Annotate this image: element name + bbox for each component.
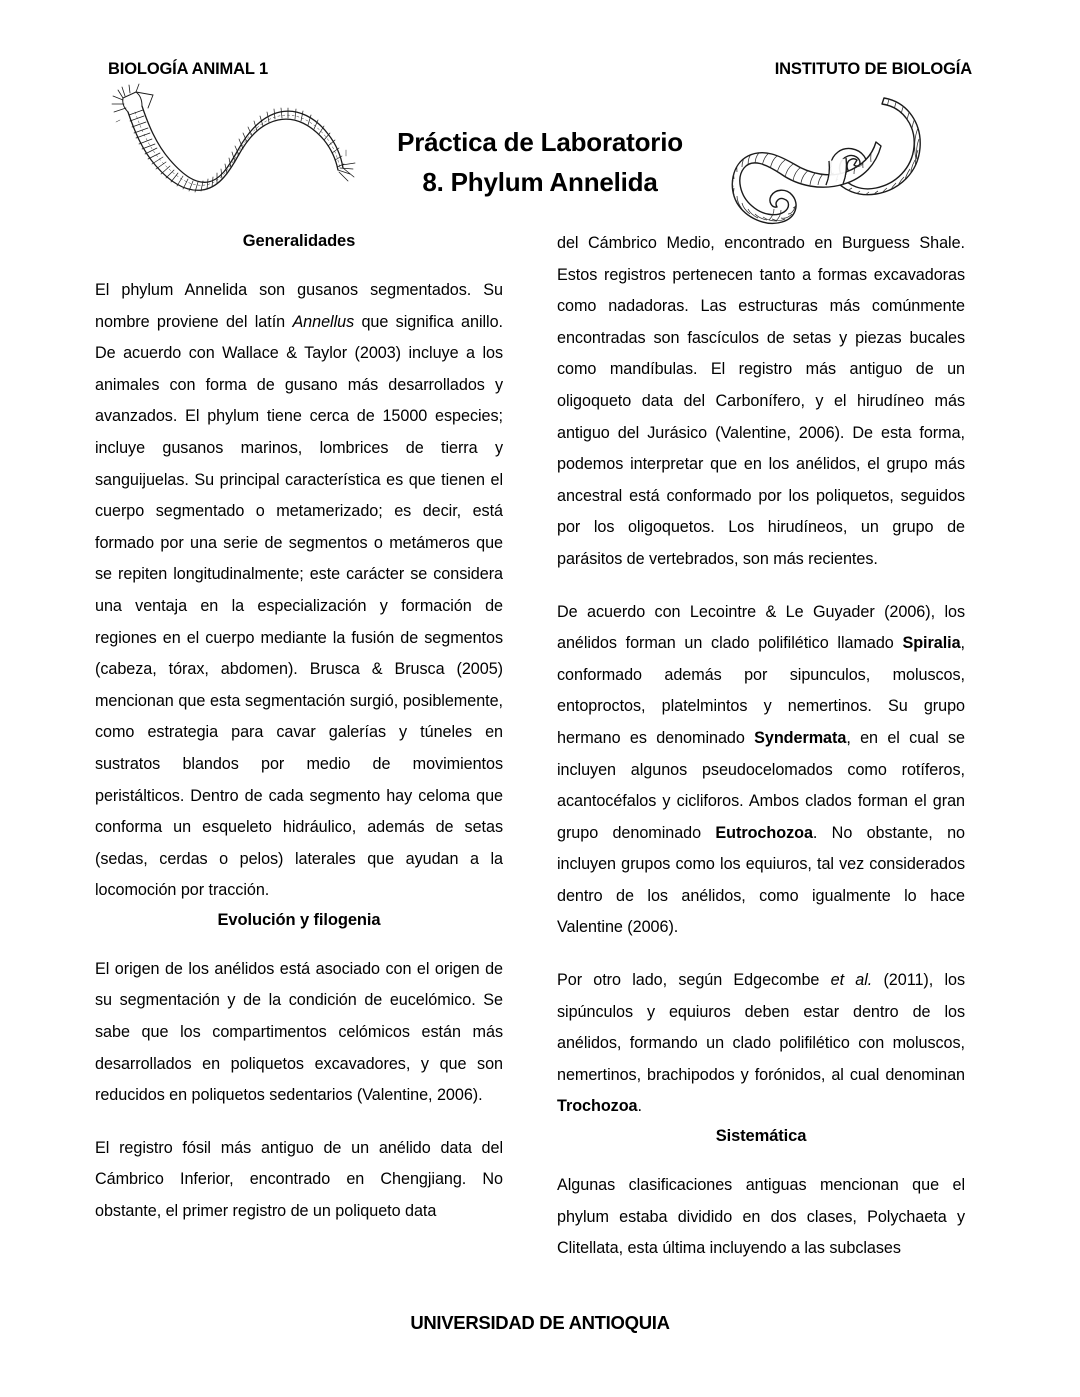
- paragraph-text-part: Por otro lado, según Edgecombe: [557, 971, 831, 990]
- latin-term-annellus: Annellus: [292, 312, 355, 331]
- clade-term-spiralia: Spiralia: [902, 634, 961, 653]
- section-heading-generalidades: Generalidades: [242, 232, 356, 250]
- two-column-body: [95, 228, 985, 1288]
- paragraph-text-part: . No obstante, no incluyen grupos como los equiuros, tal vez considerados dentro de los anélidos, como igualmente lo hace Valentine (2006).: [557, 823, 965, 937]
- citation-et-al: et al.: [830, 971, 873, 990]
- header-course-label: BIOLOGÍA ANIMAL 1: [108, 60, 269, 78]
- clade-term-eutrochozoa: Eutrochozoa: [715, 823, 813, 842]
- footer-university-label: UNIVERSIDAD DE ANTIOQUIA: [410, 1312, 670, 1333]
- paragraph-text-part: .: [637, 1097, 642, 1116]
- paragraph-clasificaciones: Algunas clasificaciones antiguas mencionan que el phylum estaba dividido en dos clases, Polychaeta y Clitellata, esta última incluyendo a las subclases: [557, 1176, 965, 1258]
- paragraph-text-part: que significa anillo. De acuerdo con Wallace & Taylor (2003) incluye a los animales con forma de gusano más desarrollados y avanzados. El phylum tiene cerca de 15000 especies; incluye gusanos marinos, lombrices de tierra y sanguijuelas. Su principal característica es que tienen el cuerpo segmentado o metamerizado; es decir, está formado por una serie de segmentos o metámeros que se repiten longitudinalmente; este carácter se considera una ventaja en la especialización y formación de regiones en el cuerpo mediante la fusión de segmentos (cabeza, tórax, abdomen). Brusca & Brusca (2005) mencionan que esta segmentación surgió, posiblemente, como estrategia para cavar galerías y túneles en sustratos blandos por medio de movimientos peristálticos. Dentro de cada segmento hay celoma que conforma un esqueleto hidráulico, además de setas (sedas, cerdas o pelos) laterales que ayudan a la locomoción por tracción.: [95, 312, 503, 900]
- right-column: [557, 228, 965, 1265]
- earthworm-oligochaete-illustration: [726, 86, 938, 234]
- header-institute-label: INSTITUTO DE BIOLOGÍA: [774, 60, 972, 78]
- paragraph-lecointre: [557, 597, 965, 945]
- paragraph-cambrico-medio: del Cámbrico Medio, encontrado en Burguess Shale. Estos registros pertenecen tanto a formas excavadoras como nadadoras. Las estructuras más comúnmente encontradas son fascículos de setas y piezas bucales como mandíbulas. El registro más antiguo de un oligoqueto data del Carbonífero, y el hirudíneo más antiguo del Jurásico (Valentine, 2006). De esta forma, podemos interpretar que en los anélidos, el grupo más ancestral está conformado por los poliquetos, seguidos por los oligoquetos. Los hirudíneos, un grupo de parásitos de vertebrados, son más recientes.: [557, 234, 965, 568]
- section-heading-evolucion-filogenia: Evolución y filogenia: [217, 910, 381, 929]
- paragraph-text-part: El phylum Annelida son gusanos segmentados. Su nombre proviene del latín: [95, 281, 503, 331]
- paragraph-registro-fosil: El registro fósil más antiguo de un anélido data del Cámbrico Inferior, encontrado en Chengjiang. No obstante, el primer registro de un poliqueto data: [95, 1138, 503, 1221]
- clade-term-trochozoa: Trochozoa: [557, 1097, 638, 1116]
- paragraph-generalidades: [95, 275, 503, 907]
- document-title: [340, 122, 740, 202]
- paragraph-text-part: (2011), los sipúnculos y equiuros deben estar dentro de los anélidos, formando un clado polifilético con moluscos, nemertinos, brachipodos y forónidos, al cual denominan: [557, 971, 965, 1084]
- title-line-2: 8. Phylum Annelida: [422, 167, 658, 197]
- paragraph-text-part: , conformado además por sipunculos, moluscos, entoproctos, platelmintos y nemertinos. Su grupo hermano es denominado: [557, 634, 965, 747]
- paragraph-text-part: , en el cual se incluyen algunos pseudocelomados como rotíferos, acantocéfalos y cicliforos. Ambos clados forman el gran grupo denominado: [557, 728, 965, 842]
- paragraph-text-part: De acuerdo con Lecointre & Le Guyader (2006), los anélidos forman un clado polifilético llamado: [557, 602, 965, 653]
- polychaete-worm-illustration: [98, 82, 363, 232]
- paragraph-edgecombe: [557, 965, 965, 1123]
- left-column: [95, 228, 503, 1228]
- paragraph-origen-anelidos: El origen de los anélidos está asociado con el origen de su segmentación y de la condición de eucelómico. Se sabe que los compartimentos celómicos están más desarrollados en poliquetos excavadores, y que son reducidos en poliquetos sedentarios (Valentine, 2006).: [95, 959, 503, 1105]
- section-heading-sistematica: Sistemática: [715, 1127, 807, 1146]
- clade-term-syndermata: Syndermata: [754, 728, 847, 747]
- page-header: [108, 60, 972, 84]
- page-footer: [0, 1312, 1080, 1334]
- title-line-1: Práctica de Laboratorio: [397, 127, 683, 157]
